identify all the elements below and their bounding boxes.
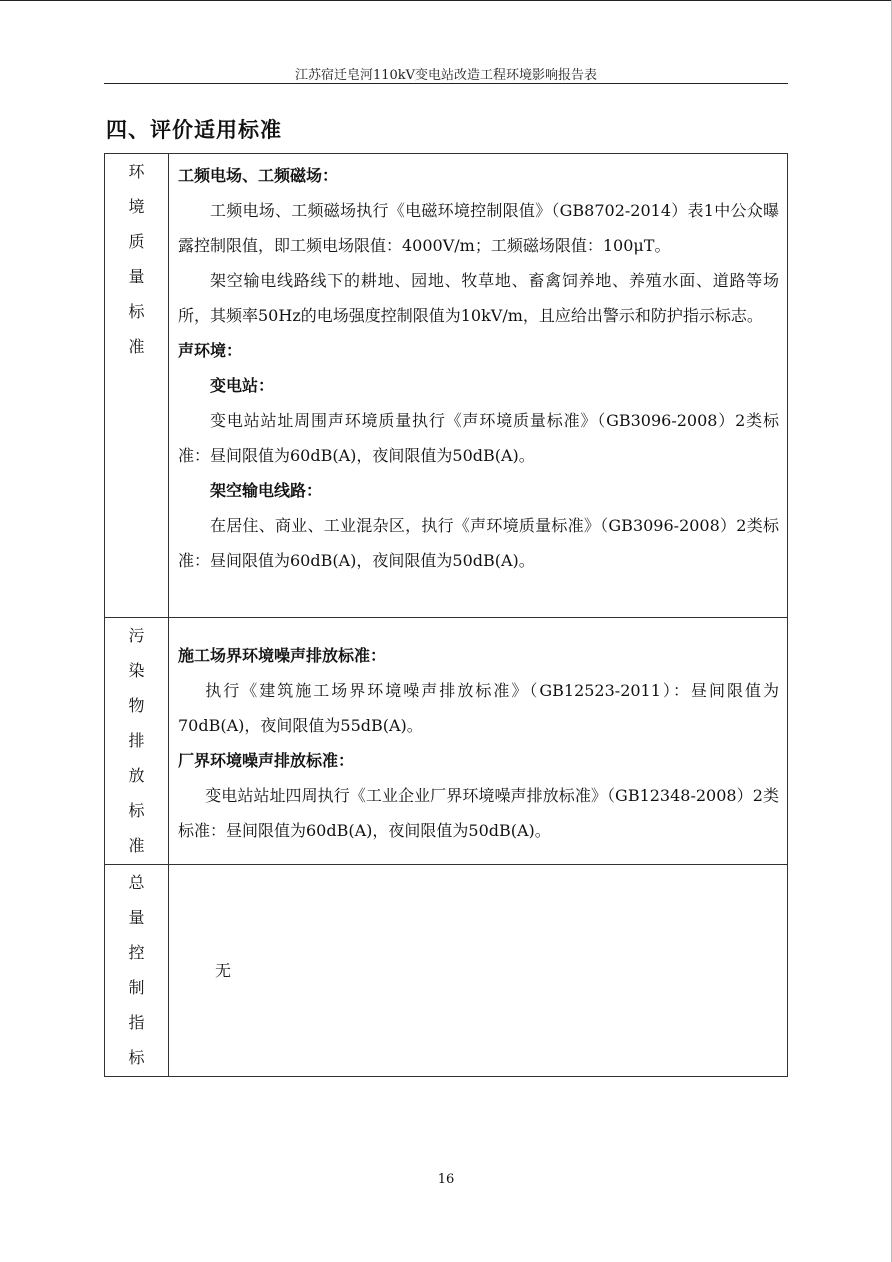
total-control-value: 无 — [215, 961, 232, 980]
construction-noise-heading: 施工场界环境噪声排放标准： — [178, 646, 387, 665]
emission-content-cell — [169, 618, 788, 865]
standards-table — [104, 153, 788, 1077]
total-control-row — [105, 865, 788, 1077]
env-quality-row — [105, 154, 788, 618]
page-top-border — [0, 0, 892, 1]
power-frequency-paragraph-2: 架空输电线路线下的耕地、园地、牧草地、畜禽饲养地、养殖水面、道路等场所，其频率50Hz的电场强度控制限值为10kV/m，且应给出警示和防护指示标志。 — [178, 271, 779, 325]
emission-label-cell — [105, 618, 169, 865]
env-quality-label-cell — [105, 154, 169, 618]
overhead-line-heading: 架空输电线路： — [210, 481, 323, 500]
running-header: 江苏宿迁皂河110kV变电站改造工程环境影响报告表 — [294, 68, 598, 83]
power-frequency-paragraph-1: 工频电场、工频磁场执行《电磁环境控制限值》（GB8702-2014）表1中公众曝露控制限值，即工频电场限值：4000V/m；工频磁场限值：100μT。 — [178, 201, 779, 255]
page-number: 16 — [437, 1172, 455, 1187]
boundary-noise-heading: 厂界环境噪声排放标准： — [178, 751, 355, 770]
construction-noise-text: 执行《建筑施工场界环境噪声排放标准》（GB12523-2011）：昼间限值为70dB(A)，夜间限值为55dB(A)。 — [178, 681, 779, 735]
env-quality-content-cell — [169, 154, 788, 618]
env-quality-label: 环 境 质 量 标 准 — [128, 162, 145, 356]
power-frequency-heading: 工频电场、工频磁场： — [178, 166, 339, 185]
sound-environment-heading: 声环境： — [178, 341, 243, 360]
section-title: 四、评价适用标准 — [106, 117, 282, 142]
substation-noise-text: 变电站站址周围声环境质量执行《声环境质量标准》（GB3096-2008）2类标准：昼间限值为60dB(A)，夜间限值为50dB(A)。 — [178, 411, 779, 465]
total-control-label: 总 量 控 制 指 标 — [128, 873, 145, 1067]
substation-heading: 变电站： — [210, 376, 275, 395]
header-rule — [104, 83, 788, 84]
total-control-label-cell — [105, 865, 169, 1077]
boundary-noise-text: 变电站站址四周执行《工业企业厂界环境噪声排放标准》（GB12348-2008）2类标准：昼间限值为60dB(A)，夜间限值为50dB(A)。 — [178, 786, 779, 840]
emission-label: 污 染 物 排 放 标 准 — [128, 626, 145, 855]
emission-row — [105, 618, 788, 865]
total-control-content-cell — [169, 865, 788, 1077]
overhead-line-noise-text: 在居住、商业、工业混杂区，执行《声环境质量标准》（GB3096-2008）2类标准：昼间限值为60dB(A)，夜间限值为50dB(A)。 — [178, 516, 779, 570]
